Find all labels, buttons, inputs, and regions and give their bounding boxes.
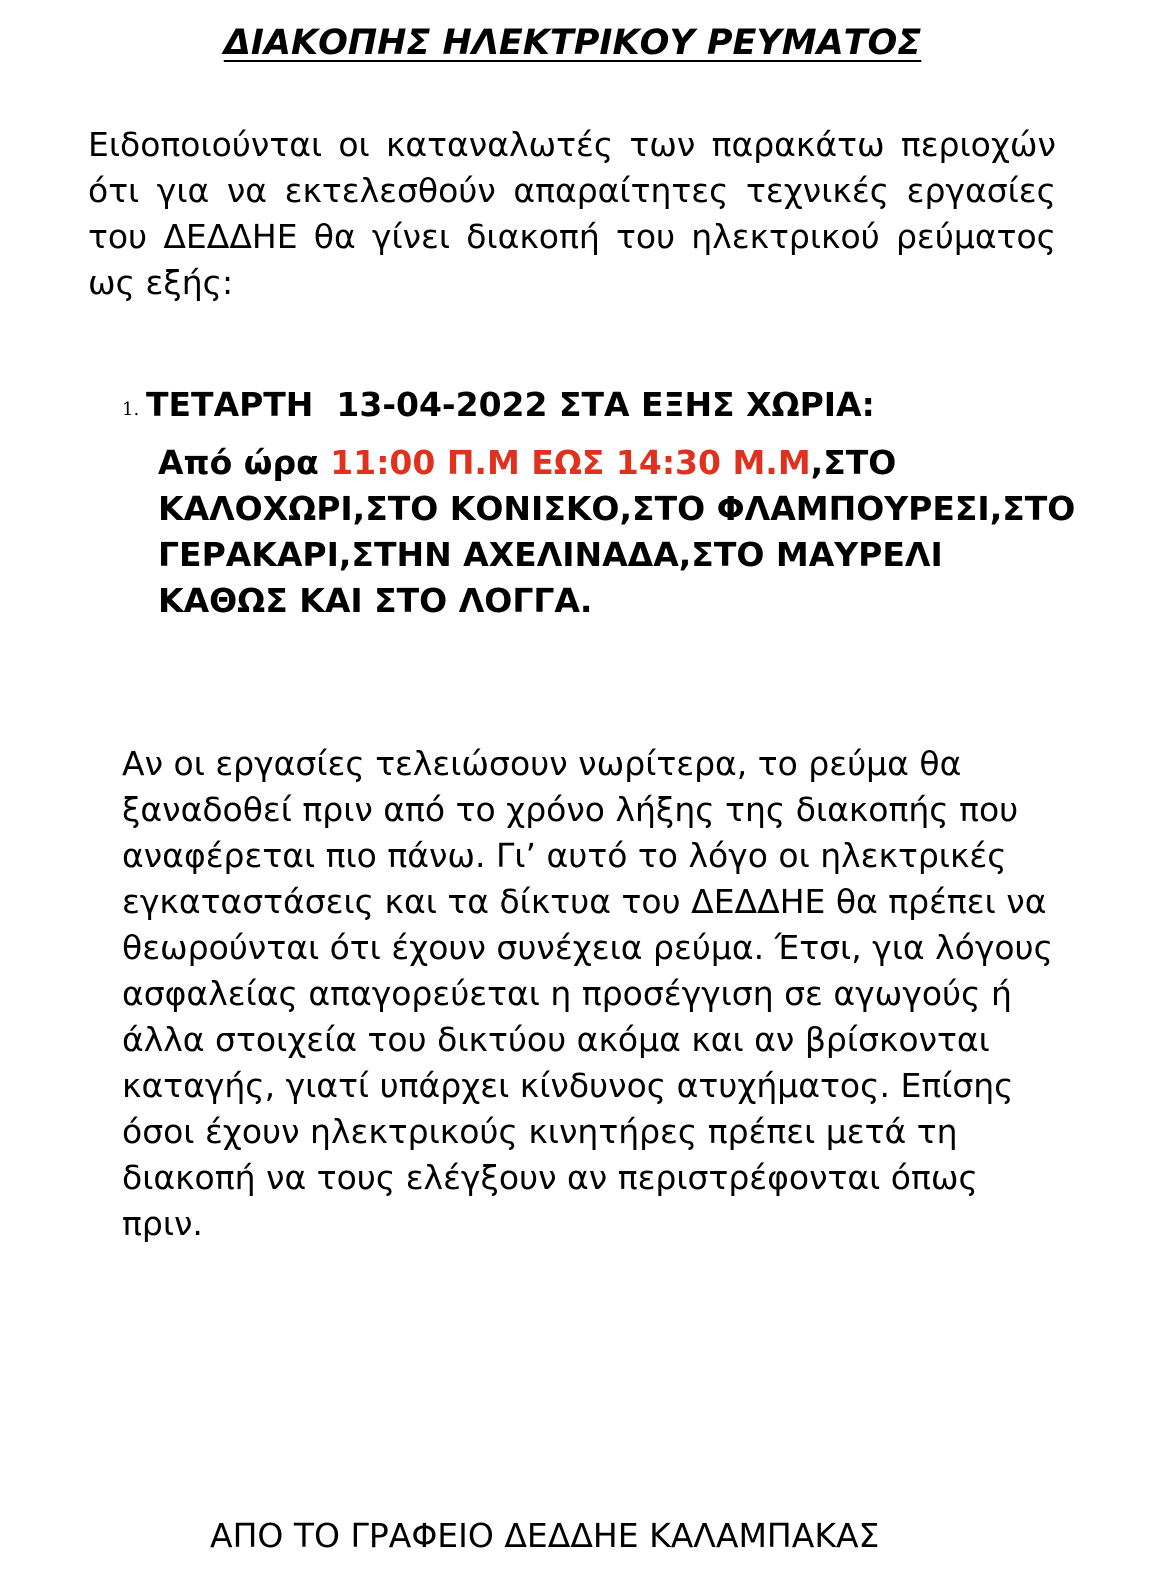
- outage-day-heading: ΤΕΤΑΡΤΗ 13-04-2022 ΣΤΑ ΕΞΗΣ ΧΩΡΙΑ:: [146, 385, 875, 424]
- time-prefix: Από ώρα: [158, 443, 331, 482]
- safety-warning-paragraph: Αν οι εργασίες τελειώσουν νωρίτερα, το ρεύμα θα ξαναδοθεί πριν από το χρόνο λήξης της διακοπής που αναφέρεται πιο πάνω. Γι’ αυτό το λόγο οι ηλεκτρικές εγκαταστάσεις και τα δίκτυα του ΔΕΔΔΗΕ θα πρέπει να θεωρούνται ότι έχουν συνέχεια ρεύμα. Έτσι, για λόγους ασφαλείας απαγορεύεται η προσέγγιση σε αγωγούς ή άλλα στοιχεία του δικτύου ακόμα και αν βρίσκονται καταγής, γιατί υπάρχει κίνδυνος ατυχήματος. Επίσης όσοι έχουν ηλεκτρικούς κινητήρες πρέπει μετά τη διακοπή να τους ελέγξουν αν περιστρέφονται όπως πριν.: [122, 744, 1054, 1243]
- outage-schedule: [158, 440, 1078, 624]
- intro-paragraph: Ειδοποιούνται οι καταναλωτές των παρακάτω περιοχών ότι για να εκτελεσθούν απαραίτητες τεχνικές εργασίες του ΔΕΔΔΗΕ θα γίνει διακοπή του ηλεκτρικού ρεύματος ως εξής:: [88, 125, 1056, 302]
- signature-office: ΑΠΟ ΤΟ ΓΡΑΦΕΙΟ ΔΕΔΔΗΕ ΚΑΛΑΜΠΑΚΑΣ: [210, 1516, 880, 1555]
- list-item-number: 1.: [122, 399, 140, 420]
- time-range: 11:00 Π.Μ ΕΩΣ 14:30 Μ.Μ: [330, 443, 811, 482]
- notice-title: ΔΙΑΚΟΠΗΣ ΗΛΕΚΤΡΙΚΟΥ ΡΕΥΜΑΤΟΣ: [223, 23, 922, 63]
- affected-villages: ,ΣΤΟ ΚΑΛΟΧΩΡΙ,ΣΤΟ ΚΟΝΙΣΚΟ,ΣΤΟ ΦΛΑΜΠΟΥΡΕΣΙ,ΣΤΟ ΓΕΡΑΚΑΡΙ,ΣΤΗΝ ΑΧΕΛΙΝΑΔΑ,ΣΤΟ ΜΑΥΡΕΛΙ ΚΑΘΩΣ ΚΑΙ ΣΤΟ ΛΟΓΓΑ.: [158, 443, 1076, 620]
